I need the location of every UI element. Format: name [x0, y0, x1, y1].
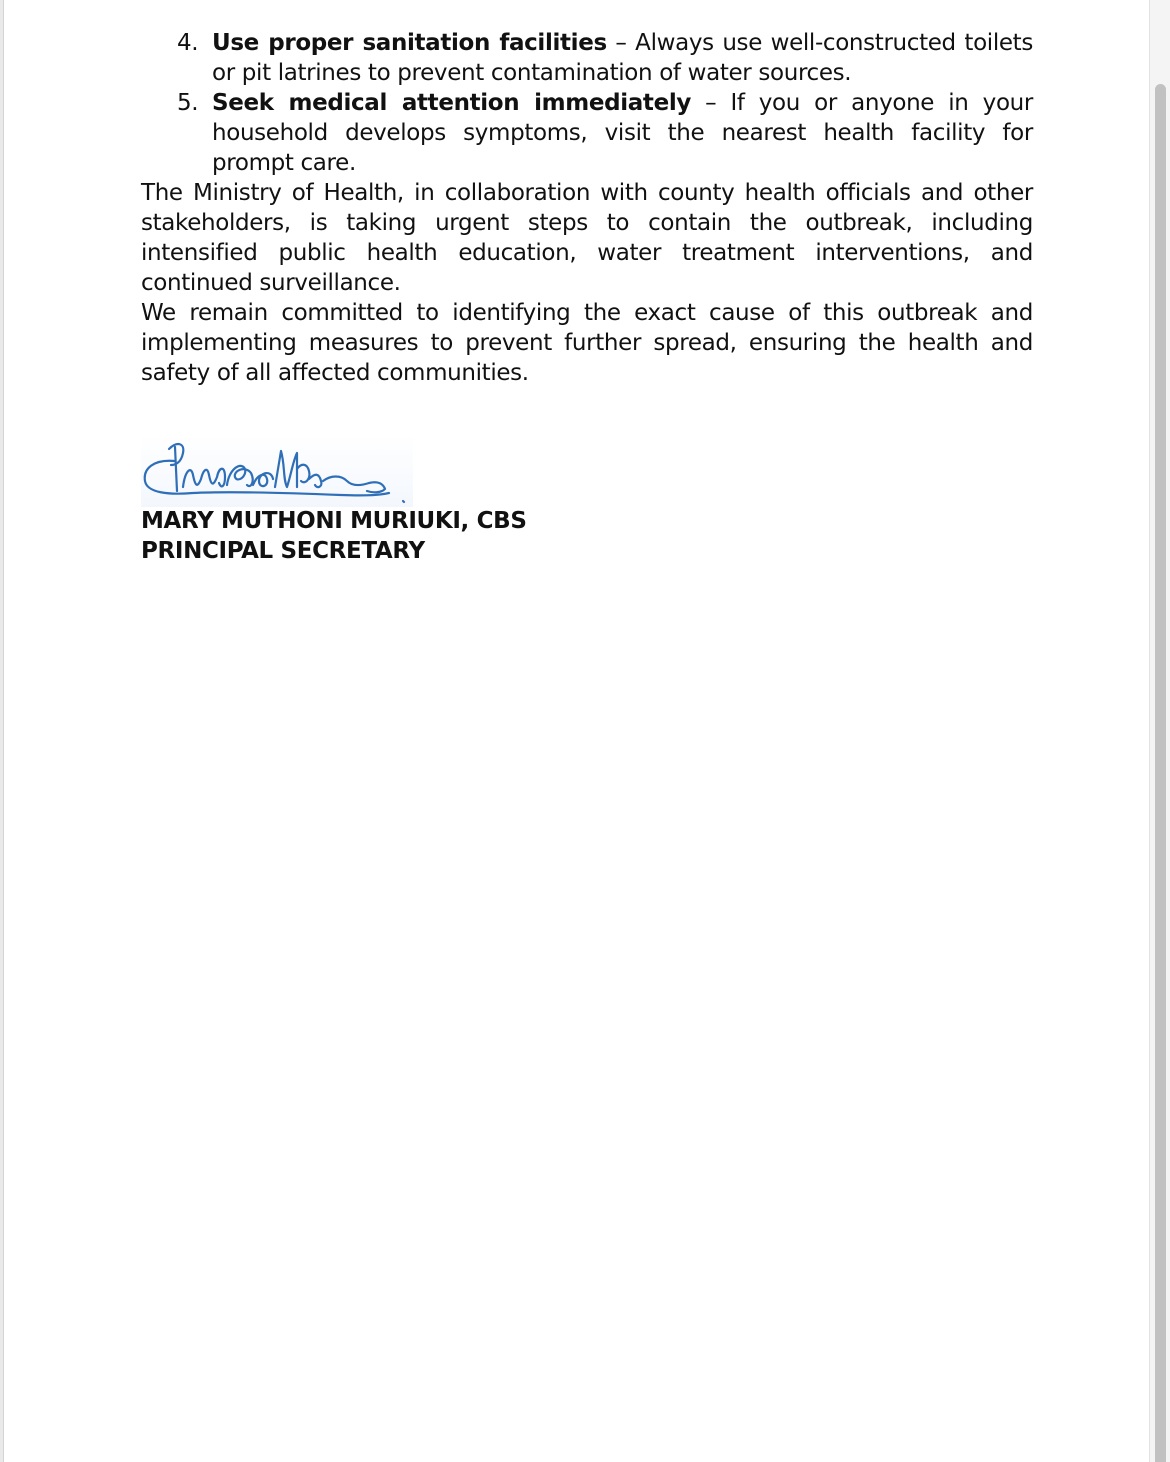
list-item-heading: Seek medical attention immediately [212, 90, 691, 116]
paragraph-ministry-steps: The Ministry of Health, in collaboration with county health officials and other stakeholders, is taking urgent steps to contain the outbreak, including intensified public health education, water treatment interventions, and continued surveillance. [141, 180, 1033, 296]
list-item-text: – If you or anyone in your household develops symptoms, visit the nearest health facility for prompt care. [212, 90, 1033, 176]
scrollbar-thumb[interactable] [1155, 84, 1166, 1462]
list-item [141, 28, 1033, 88]
list-item-number: 5. [177, 90, 199, 116]
vertical-scrollbar[interactable] [1149, 0, 1170, 1462]
signature-scribble [141, 435, 413, 507]
list-item-number: 4. [177, 30, 199, 56]
paragraph-commitment: We remain committed to identifying the exact cause of this outbreak and implementing measures to prevent further spread, ensuring the health and safety of all affected communities. [141, 300, 1033, 386]
signatory-title: PRINCIPAL SECRETARY [141, 538, 425, 564]
list-item-text: – Always use well-constructed toilets or pit latrines to prevent contamination of water sources. [212, 30, 1033, 86]
list-item [141, 88, 1033, 178]
list-item-heading: Use proper sanitation facilities [212, 30, 607, 56]
signatory-name: MARY MUTHONI MURIUKI, CBS [141, 508, 527, 534]
signature-image [141, 435, 413, 507]
page-content [141, 28, 1033, 566]
document-page [3, 0, 1151, 1462]
